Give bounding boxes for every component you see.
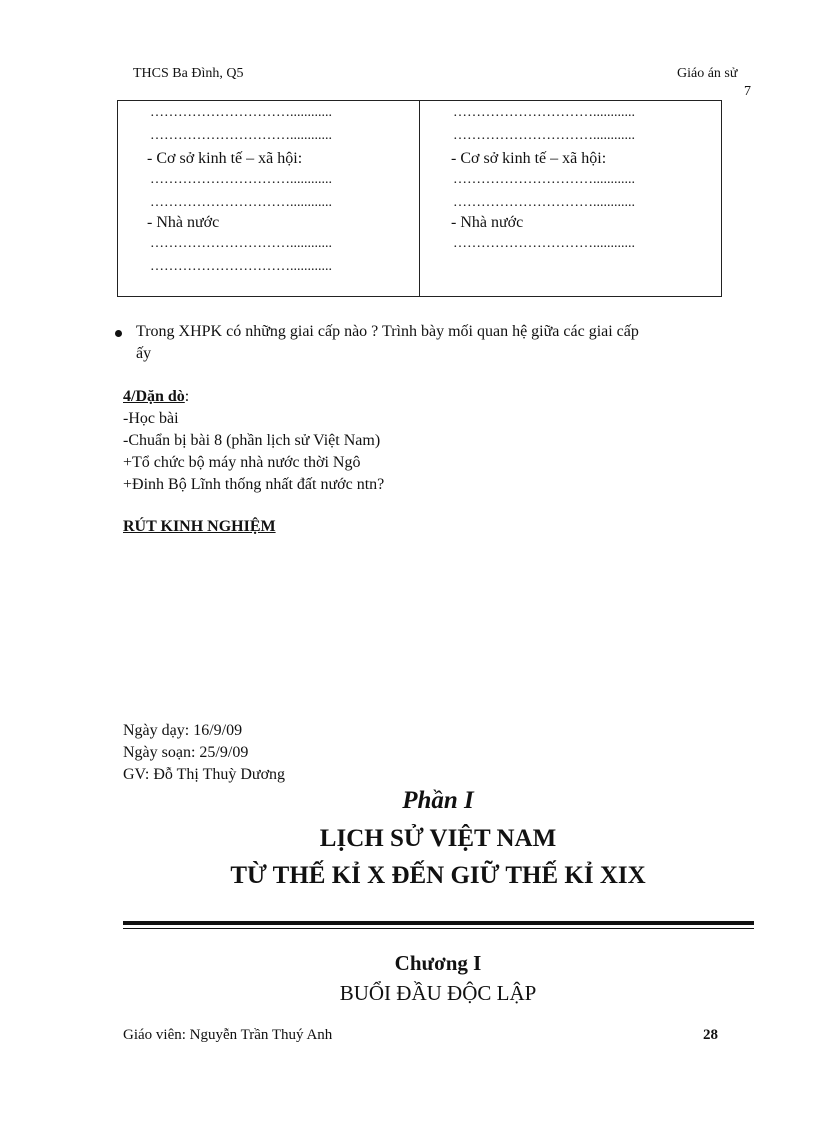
dotted-line: …………………………............	[150, 128, 332, 143]
divider-thin	[123, 928, 754, 929]
homework-item: +Đinh Bộ Lĩnh thống nhất đất nước ntn?	[123, 476, 385, 493]
homework-item: -Học bài	[123, 410, 179, 427]
footer-author: Giáo viên: Nguyễn Trần Thuý Anh	[123, 1027, 333, 1043]
header-subject: Giáo án sử	[677, 66, 738, 81]
homework-heading-block	[123, 388, 189, 406]
dotted-line: …………………………............	[453, 128, 635, 143]
dotted-line: …………………………............	[150, 259, 332, 274]
teach-date: Ngày dạy: 16/9/09	[123, 722, 243, 739]
prep-date: Ngày soạn: 25/9/09	[123, 744, 249, 761]
dotted-line: …………………………............	[453, 195, 635, 210]
dotted-line: …………………………............	[150, 172, 332, 187]
chapter-title: BUỔI ĐẦU ĐỘC LẬP	[339, 981, 537, 1005]
bullet-icon	[115, 330, 122, 337]
part-label: Phần I	[402, 787, 474, 814]
dotted-line: …………………………............	[150, 195, 332, 210]
left-economy-label: - Cơ sở kinh tế – xã hội:	[147, 150, 303, 167]
left-state-label: - Nhà nước	[147, 214, 220, 231]
page-number: 28	[703, 1027, 718, 1043]
homework-item: +Tổ chức bộ máy nhà nước thời Ngô	[123, 454, 361, 471]
part-title-2: TỪ THẾ KỈ X ĐẾN GIỮ THẾ KỈ XIX	[230, 862, 646, 889]
teacher-name: GV: Đỗ Thị Thuỳ Dương	[123, 766, 286, 783]
question-line-2: ấy	[136, 345, 152, 362]
dotted-line: …………………………............	[150, 105, 332, 120]
right-economy-label: - Cơ sở kinh tế – xã hội:	[451, 150, 607, 167]
dotted-line: …………………………............	[453, 236, 635, 251]
dotted-line: …………………………............	[453, 105, 635, 120]
header-grade: 7	[744, 84, 751, 99]
table-divider	[419, 100, 420, 297]
question-line-1: Trong XHPK có những giai cấp nào ? Trình bày mối quan hệ giữa các giai cấp	[136, 323, 639, 340]
part-title-1: LỊCH SỬ VIỆT NAM	[319, 825, 557, 852]
dotted-line: …………………………............	[453, 172, 635, 187]
homework-item: -Chuẩn bị bài 8 (phần lịch sử Việt Nam)	[123, 432, 381, 449]
experience-heading: RÚT KINH NGHIỆM	[123, 518, 276, 535]
chapter-label: Chương I	[394, 951, 482, 975]
homework-colon: :	[184, 388, 190, 405]
dotted-line: …………………………............	[150, 236, 332, 251]
right-state-label: - Nhà nước	[451, 214, 524, 231]
divider-thick	[123, 921, 754, 925]
homework-heading: 4/Dặn dò	[123, 388, 185, 405]
header-school: THCS Ba Đình, Q5	[133, 66, 244, 81]
